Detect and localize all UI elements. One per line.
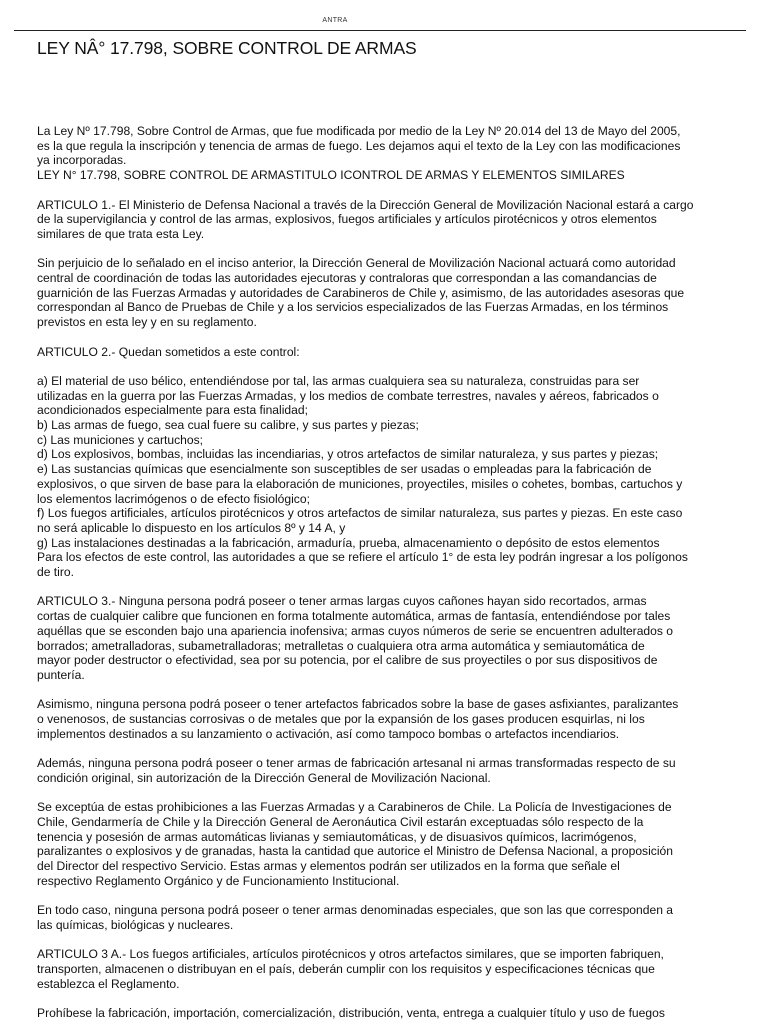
paragraph-line: condición original, sin autorización de la Dirección General de Movilización Nacional.	[37, 770, 491, 785]
paragraph	[37, 756, 755, 785]
paragraph-line: ARTICULO 1.- El Ministerio de Defensa Nacional a través de la Dirección General de Movilización Nacional estará a cargo	[37, 197, 694, 212]
paragraph-line: aquéllas que se esconden bajo una apariencia inofensiva; armas cuyos números de serie se encuentren adulterados o	[37, 623, 674, 638]
paragraph-line: e) Las sustancias químicas que esencialmente son susceptibles de ser usadas o empleadas para la fabricación de	[37, 462, 652, 477]
paragraph-line: los elementos lacrimógenos o de efecto fisiológico;	[37, 491, 310, 506]
paragraph	[37, 594, 755, 682]
paragraph-line: es la que regula la inscripción y tenencia de armas de fuego. Les dejamos aqui el texto de la Ley con las modificaciones	[37, 138, 681, 153]
paragraph	[37, 198, 755, 242]
paragraph-line: mayor poder destructor o efectividad, sea por su potencia, por el calibre de sus proyectiles o por sus dispositivos de	[37, 653, 658, 668]
document-body	[37, 124, 755, 1035]
paragraph	[37, 256, 755, 330]
paragraph-line: paralizantes o explosivos y de granadas, hasta la cantidad que autorice el Ministro de Defensa Nacional, a proposición	[37, 844, 673, 859]
paragraph	[37, 124, 755, 183]
paragraph-line: La Ley Nº 17.798, Sobre Control de Armas, que fue modificada por medio de la Ley Nº 20.014 del 13 de Mayo del 2005,	[37, 124, 681, 138]
paragraph-line: borrados; ametralladoras, subametralladoras; metralletas o cualquiera otra arma automática y semiautomática de	[37, 638, 645, 653]
paragraph-line: respectivo Reglamento Orgánico y de Funcionamiento Institucional.	[37, 873, 400, 888]
paragraph-line: previstos en esta ley y en su reglamento.	[37, 315, 257, 330]
paragraph-line: En todo caso, ninguna persona podrá poseer o tener armas denominadas especiales, que son las que corresponden a	[37, 903, 674, 918]
paragraph-line: LEY N° 17.798, SOBRE CONTROL DE ARMASTITULO ICONTROL DE ARMAS Y ELEMENTOS SIMILARES	[37, 168, 625, 183]
paragraph-line: Chile, Gendarmería de Chile y la Dirección General de Aeronáutica Civil estarán exceptuadas sólo respecto de la	[37, 814, 644, 829]
paragraph-line: Además, ninguna persona podrá poseer o tener armas de fabricación artesanal ni armas transformadas respecto de su	[37, 756, 676, 771]
paragraph-line: explosivos, o que sirven de base para la elaboración de municiones, proyectiles, misiles o cohetes, bombas, cartuchos y	[37, 476, 683, 491]
paragraph	[37, 800, 755, 888]
header-divider	[14, 30, 746, 31]
paragraph-line: las químicas, biológicas y nucleares.	[37, 917, 234, 932]
paragraph-line: d) Los explosivos, bombas, incluidas las incendiarias, y otros artefactos de similar naturaleza, y sus partes y piezas;	[37, 447, 659, 462]
paragraph-line: Asimismo, ninguna persona podrá poseer o tener artefactos fabricados sobre la base de gases asfixiantes, paralizantes	[37, 697, 679, 712]
paragraph-line: no será aplicable lo dispuesto en los artículos 8º y 14 A, y	[37, 520, 346, 535]
paragraph-line: Sin perjuicio de lo señalado en el inciso anterior, la Dirección General de Movilización Nacional actuará como autoridad	[37, 256, 676, 271]
paragraph-line: ARTICULO 3 A.- Los fuegos artificiales, artículos pirotécnicos y otros artefactos similares, que se importen fabriquen,	[37, 947, 664, 962]
paragraph-line: transporten, almacenen o distribuyan en el país, deberán cumplir con los requisitos y especificaciones técnicas que	[37, 961, 655, 976]
paragraph-line: ARTICULO 2.- Quedan sometidos a este control:	[37, 344, 300, 359]
paragraph-line: acondicionados especialmente para esta finalidad;	[37, 403, 308, 418]
paragraph-line: central de coordinación de todas las autoridades ejecutoras y contraloras que correspondan a las comandancias de	[37, 271, 657, 285]
paragraph-line: guarnición de las Fuerzas Armadas y autoridades de Carabineros de Chile y, asimismo, de las autoridades asesoras que	[37, 285, 685, 300]
paragraph-line: f) Los fuegos artificiales, artículos pirotécnicos y otros artefactos de similar naturaleza, sus partes y piezas. En este caso	[37, 506, 683, 521]
header-label: ANTRA	[322, 17, 348, 24]
paragraph-line: de tiro.	[37, 565, 74, 580]
paragraph-line: a) El material de uso bélico, entendiéndose por tal, las armas cualquiera sea su naturaleza, construidas para ser	[37, 373, 640, 388]
paragraph-line: establezca el Reglamento.	[37, 976, 180, 991]
paragraph	[37, 947, 755, 991]
paragraph-line: Para los efectos de este control, las autoridades a que se refiere el artículo 1° de esta ley podrán ingresar a los polígonos	[37, 550, 688, 565]
paragraph	[37, 903, 755, 932]
paragraph-line: o venenosos, de sustancias corrosivas o de metales que por la expansión de los gases producen esquirlas, ni los	[37, 712, 645, 727]
paragraph	[37, 374, 755, 580]
paragraph-line: utilizadas en la guerra por las Fuerzas Armadas, y los medios de combate terrestres, navales y aéreos, fabricados o	[37, 388, 659, 403]
paragraph-line: ya incorporadas.	[37, 153, 127, 168]
paragraph-line: b) Las armas de fuego, sea cual fuere su calibre, y sus partes y piezas;	[37, 418, 419, 432]
paragraph-line: correspondan al Banco de Pruebas de Chile y a los servicios especializados de las Fuerzas Armadas, en los términos	[37, 300, 669, 315]
paragraph-line: c) Las municiones y cartuchos;	[37, 432, 204, 447]
document-title: LEY NÂ° 17.798, SOBRE CONTROL DE ARMAS	[37, 38, 417, 58]
paragraph-line: Se exceptúa de estas prohibiciones a las Fuerzas Armadas y a Carabineros de Chile. La Policía de Investigaciones de	[37, 800, 672, 815]
paragraph-line: Prohíbese la fabricación, importación, comercialización, distribución, venta, entrega a cualquier título y uso de fuegos	[37, 1006, 665, 1021]
paragraph-line: ARTICULO 3.- Ninguna persona podrá poseer o tener armas largas cuyos cañones hayan sido recortados, armas	[37, 594, 647, 609]
paragraph	[37, 697, 755, 741]
paragraph-line: cortas de cualquier calibre que funcionen en forma totalmente automática, armas de fantasía, entendiéndose por tales	[37, 609, 671, 624]
paragraph-line: de la supervigilancia y control de las armas, explosivos, fuegos artificiales y artículos pirotécnicos y otros elementos	[37, 212, 657, 227]
paragraph-line: g) Las instalaciones destinadas a la fabricación, armaduría, prueba, almacenamiento o depósito de estos elementos	[37, 535, 660, 550]
paragraph-line: del Director del respectivo Servicio. Estas armas y elementos podrán ser utilizados en la forma que señale el	[37, 859, 620, 874]
paragraph-line: tenencia y posesión de armas automáticas livianas y semiautomáticas, y de disuasivos químicos, lacrimógenos,	[37, 829, 637, 844]
paragraph-line: similares de que trata esta Ley.	[37, 226, 205, 241]
paragraph	[37, 345, 755, 360]
paragraph	[37, 1006, 755, 1021]
paragraph-line: puntería.	[37, 667, 85, 682]
paragraph-line: implementos destinados a su lanzamiento o activación, así como tampoco bombas o artefactos incendiarios.	[37, 726, 620, 741]
